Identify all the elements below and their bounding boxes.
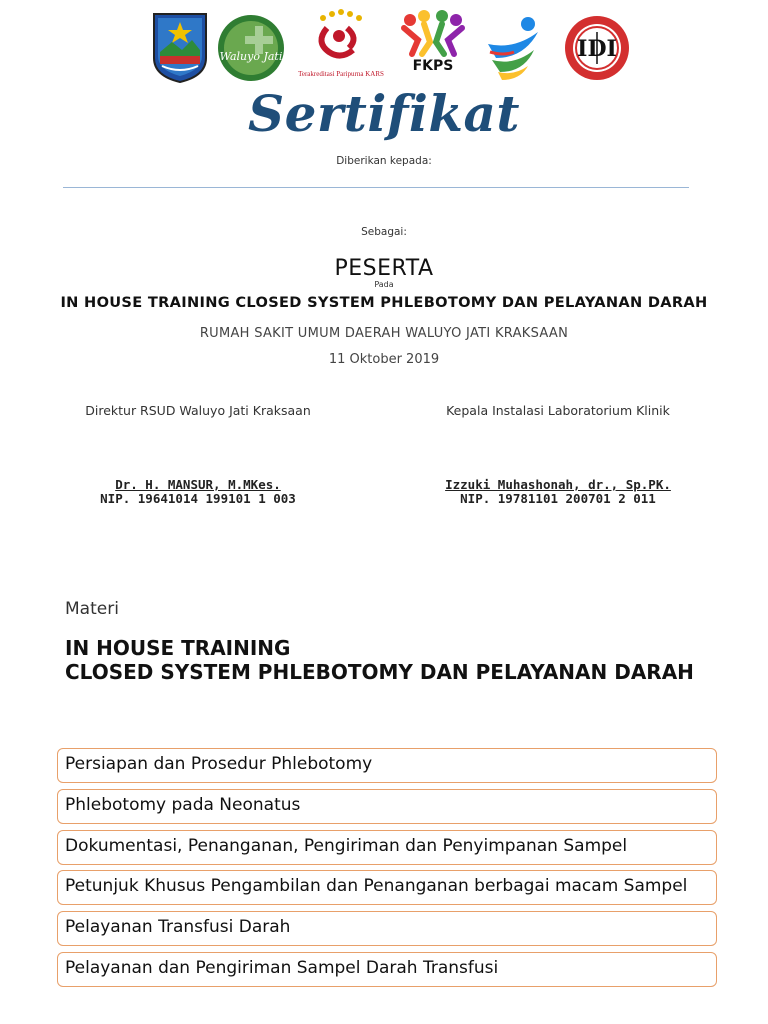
kars-caption: Terakreditasi Paripurna KARS [298, 70, 384, 78]
waluyo-jati-logo-text: Waluyo Jati [219, 50, 283, 63]
signatory-1-name: Dr. H. MANSUR, M.MKes. [115, 477, 281, 492]
signatory-1-nip: NIP. 19641014 199101 1 003 [100, 491, 296, 506]
kabupaten-shield-logo [152, 12, 208, 88]
recipient-name-line [63, 187, 689, 188]
signatory-2-title: Kepala Instalasi Laboratorium Klinik [446, 403, 670, 418]
event-title: IN HOUSE TRAINING CLOSED SYSTEM PHLEBOTOMY DAN PELAYANAN DARAH [60, 294, 708, 311]
signatory-1-block [48, 478, 348, 506]
pada-label: Pada [374, 280, 394, 289]
certificate-title: Sertifikat [248, 84, 520, 143]
materi-label: Materi [65, 599, 119, 619]
fkps-logo [398, 10, 468, 78]
role-label: PESERTA [334, 256, 434, 281]
signatory-2-block [408, 478, 708, 506]
signatory-2-nip: NIP. 19781101 200701 2 011 [460, 491, 656, 506]
materi-title [65, 636, 694, 684]
fkps-logo-text: FKPS [412, 58, 454, 74]
as-label: Sebagai: [361, 226, 407, 238]
kars-logo [294, 8, 388, 79]
signatory-2-name: Izzuki Muhashonah, dr., Sp.PK. [445, 477, 671, 492]
given-to-label: Diberikan kepada: [336, 155, 432, 167]
idi-logo-text: IDI [577, 36, 617, 62]
swoosh-logo [484, 14, 544, 86]
materi-title-line-1: IN HOUSE TRAINING [65, 636, 291, 660]
materi-title-line-2: CLOSED SYSTEM PHLEBOTOMY DAN PELAYANAN DARAH [65, 660, 694, 684]
topic-item: Persiapan dan Prosedur Phlebotomy [57, 748, 717, 783]
signatory-1-title: Direktur RSUD Waluyo Jati Kraksaan [85, 403, 311, 418]
idi-logo [563, 14, 631, 86]
waluyo-jati-logo [217, 14, 285, 86]
topic-item: Pelayanan dan Pengiriman Sampel Darah Transfusi [57, 952, 717, 987]
topic-item: Pelayanan Transfusi Darah [57, 911, 717, 946]
topic-item: Phlebotomy pada Neonatus [57, 789, 717, 824]
topic-item: Petunjuk Khusus Pengambilan dan Penanganan berbagai macam Sampel [57, 870, 717, 905]
hospital-name: RUMAH SAKIT UMUM DAERAH WALUYO JATI KRAKSAAN [199, 326, 569, 341]
topic-item: Dokumentasi, Penanganan, Pengiriman dan Penyimpanan Sampel [57, 830, 717, 865]
event-date: 11 Oktober 2019 [328, 352, 440, 367]
